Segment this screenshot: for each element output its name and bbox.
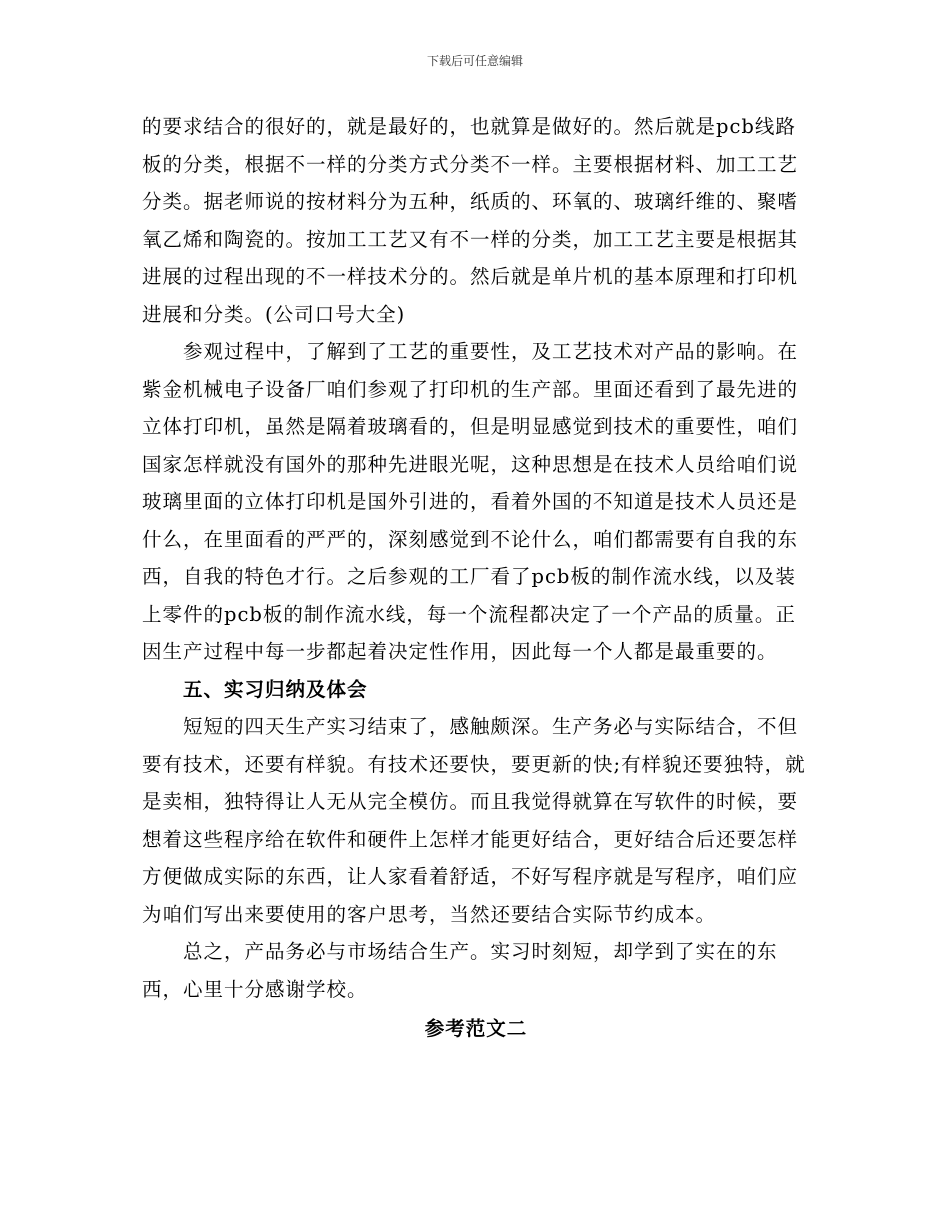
paragraph-visit: 参观过程中，了解到了工艺的重要性，及工艺技术对产品的影响。在紫金机械电子设备厂咱们参观了打印机的生产部。里面还看到了最先进的立体打印机，虽然是隔着玻璃看的，但是明显感觉到技术的重要性，咱们国家怎样就没有国外的那种先进眼光呢，这种思想是在技术人员给咱们说玻璃里面的立体打印机是国外引进的，看着外国的不知道是技术人员还是什么，在里面看的严严的，深刻感觉到不论什么，咱们都需要有自我的东西，自我的特色才行。之后参观的工厂看了pcb板的制作流水线，以及装上零件的pcb板的制作流水线，每一个流程都决定了一个产品的质量。正因生产过程中每一步都起着决定性作用，因此每一个人都是最重要的。	[142, 340, 799, 663]
page-header-note: 下载后可任意编辑	[426, 54, 523, 68]
paragraph-summary: 短短的四天生产实习结束了，感触颇深。生产务必与实际结合，不但要有技术，还要有样貌。有技术还要快，要更新的快;有样貌还要独特，就是卖相，独特得让人无从完全模仿。而且我觉得就算在写软件的时候，要想着这些程序给在软件和硬件上怎样才能更好结合，更好结合后还要怎样方便做成实际的东西，让人家看着舒适，不好写程序就是写程序，咱们应为咱们写出来要使用的客户思考，当然还要结合实际节约成本。	[142, 715, 806, 926]
paragraph-conclusion: 总之，产品务必与市场结合生产。实习时刻短，却学到了实在的东西，心里十分感谢学校。	[142, 940, 778, 1001]
section-heading: 五、实习归纳及体会	[182, 677, 368, 701]
reference-title: 参考范文二	[424, 1017, 528, 1040]
document-body	[142, 108, 810, 1048]
paragraph-continuation: 的要求结合的很好的，就是最好的，也就算是做好的。然后就是pcb线路板的分类，根据不一样的分类方式分类不一样。主要根据材料、加工工艺分类。据老师说的按材料分为五种，纸质的、环氧的、玻璃纤维的、聚嗜氧乙烯和陶瓷的。按加工工艺又有不一样的分类，加工工艺主要是根据其进展的过程出现的不一样技术分的。然后就是单片机的基本原理和打印机进展和分类。(公司口号大全)	[142, 115, 799, 326]
